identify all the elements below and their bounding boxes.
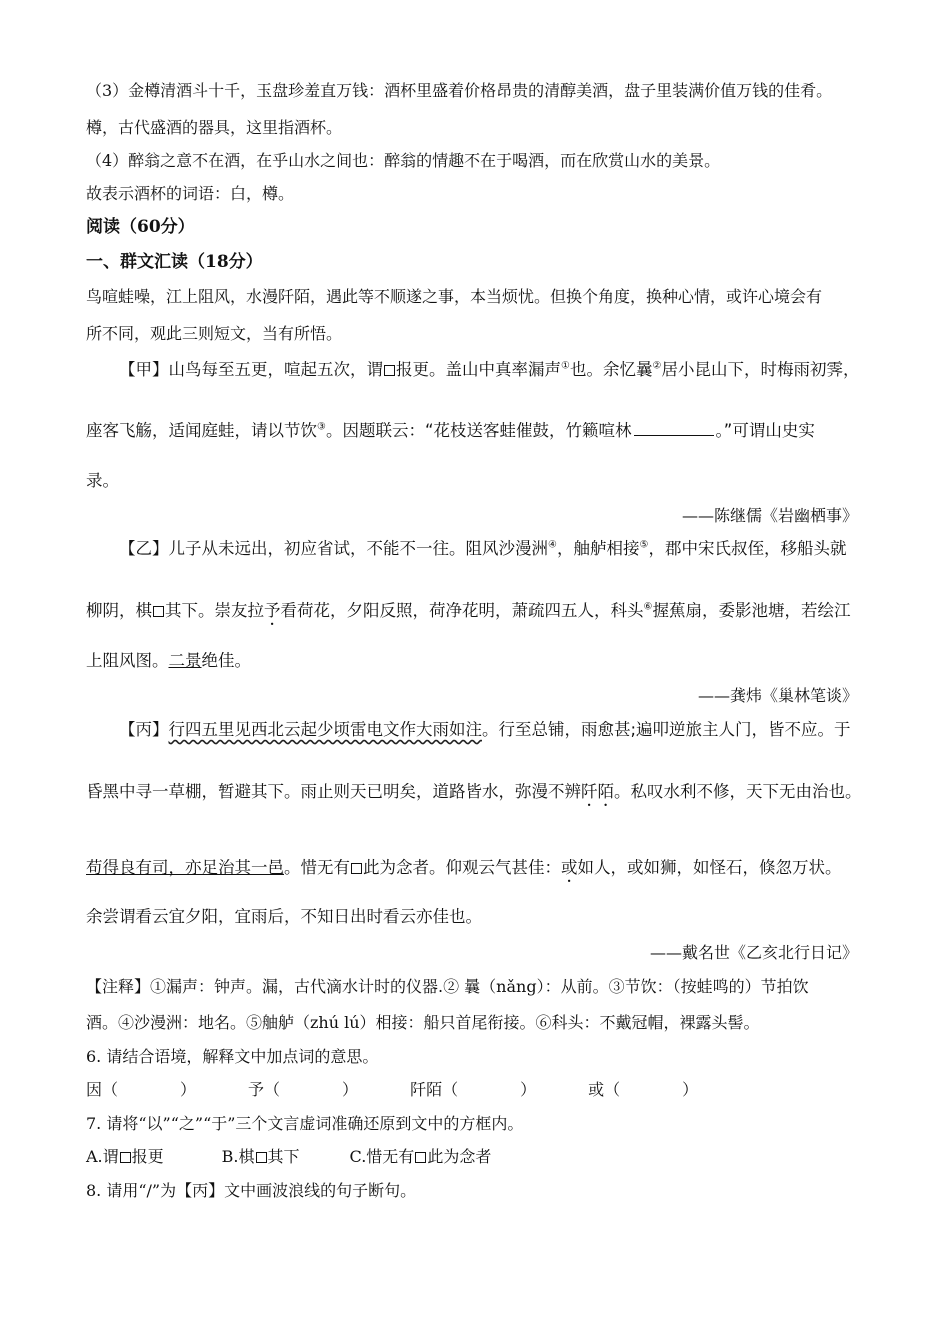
bing-line-1 [119,719,851,741]
notes-line-1: 【注释】①漏声：钟声。漏，古代滴水计时的仪器.② 曩（nǎng）：从前。③节饮：（按蛙鸣的）节拍饮 [86,977,809,996]
dotted-word-yu: 予 [264,601,281,620]
jia-line-2 [86,420,815,442]
yi-line-2 [86,600,850,629]
q7-option-a-rest: 报更 [131,1147,164,1166]
bing-text: 。惜无有 [284,858,350,877]
yi-line-3 [86,650,251,672]
bing-text: 。私叹水利不修，天下无由治也。 [614,782,862,801]
note-marker: ② [652,360,662,372]
q6-item-close: ） [342,1080,359,1099]
question-8: 8. 请用“/”为【丙】文中画波浪线的句子断句。 [86,1181,417,1200]
reading-title: 阅读（60分） [86,217,195,237]
yi-text: ，郡中宋氏叔侄，移船头就 [648,539,847,558]
answer-line-3a: （3）金樽清酒斗十千，玉盘珍羞直万钱：酒杯里盛着价格昂贵的清醇美酒，盘子里装满价值万钱的佳肴。 [86,81,833,100]
q7-option-b-rest: 其下 [267,1147,300,1166]
q6-item-close: ） [682,1080,699,1099]
fill-blank-line [634,421,714,436]
yi-text: 看荷花，夕阳反照，荷净花明，萧疏四五人，科头 [280,601,644,620]
yi-text: 握蕉扇，委影池塘，若绘江 [652,601,851,620]
yi-line-1 [119,538,846,560]
q7-option-c: C.惜无有 [349,1147,415,1166]
note-marker: ⑤ [639,539,649,551]
jia-source: ——陈继儒《岩幽栖事》 [681,506,858,525]
answer-conclusion: 故表示酒杯的词语：白，樽。 [86,184,295,203]
answer-line-4: （4）醉翁之意不在酒，在乎山水之间也：醉翁的情趣不在于喝酒，而在欣赏山水的美景。 [86,151,721,170]
bing-source: ——戴名世《乙亥北行日记》 [649,943,858,962]
question-6-items [86,1079,698,1101]
yi-text: ，舳舻相接 [556,539,640,558]
yi-text: 绝佳。 [201,651,251,670]
question-6: 6. 请结合语境，解释文中加点词的意思。 [86,1047,379,1066]
bing-line-4: 余尝谓看云宜夕阳，宜雨后，不知日出时看云亦佳也。 [86,907,482,926]
yi-text: 上阻风图。 [86,651,169,670]
answer-line-3b: 樽，古代盛酒的器具，这里指酒杯。 [86,118,343,137]
intro-line-b: 所不同，观此三则短文，当有所悟。 [86,324,343,343]
question-7-options [86,1146,491,1168]
part1-title: 一、群文汇读（18分） [86,252,263,272]
bing-line-3 [86,857,842,886]
q6-item-yu: 予（ [248,1080,281,1099]
blank-box-3 [351,863,362,874]
q7-box-a [120,1152,131,1163]
bing-text: 【丙】 [119,720,169,739]
jia-text: 。因题联云：“花枝送客蛙催鼓，竹籁喧林 [325,421,632,440]
note-marker: ⑥ [643,601,653,613]
notes-line-2: 酒。④沙漫洲：地名。⑤舳舻（zhú lú）相接：船只首尾衔接。⑥科头：不戴冠帽，裸露头髻。 [86,1013,760,1032]
q7-option-b: B.棋 [221,1147,255,1166]
bing-text: 此为念者。仰观云气甚佳： [363,858,561,877]
bing-text: 昏黑中寻一草棚，暂避其下。雨止则天已明矣，道路皆水，弥漫不辨 [86,782,581,801]
jia-text: 。”可谓山史实 [715,421,815,440]
yi-text: 柳阴，棋 [86,601,152,620]
blank-box-2 [153,606,164,617]
wavy-underlined-sentence: 行四五里见西北云起少顷雷电文作大雨如注 [168,720,482,739]
q6-item-qianmo: 阡陌（ [410,1080,459,1099]
q7-option-a: A.谓 [86,1147,119,1166]
jia-text: 座客飞觞，适闻庭蛙，请以节饮 [86,421,317,440]
q6-item-close: ） [180,1080,197,1099]
dotted-word-huo: 或 [561,858,578,877]
bing-text: 如人，或如狮，如怪石，倏忽万状。 [577,858,842,877]
q7-box-c [415,1152,426,1163]
underlined-phrase: 二景 [168,651,202,670]
jia-text: 居小昆山下，时梅雨初霁， [661,360,860,379]
jia-line-1 [119,359,859,381]
yi-source: ——龚炜《巢林笔谈》 [697,686,858,705]
q6-item-huo: 或（ [588,1080,621,1099]
note-marker: ③ [317,421,326,433]
dotted-word-qianmo: 阡陌 [581,782,614,801]
yi-text: 其下。崇友拉 [165,601,264,620]
jia-line-3: 录。 [86,471,119,490]
note-marker: ① [561,360,570,372]
bing-line-2 [86,781,862,810]
q6-item-close: ） [520,1080,537,1099]
intro-line-a: 鸟喧蛙噪，江上阻风，水漫阡陌，遇此等不顺遂之事，本当烦忧。但换个角度，换种心情，或许心境会有 [86,287,823,306]
jia-text: 报更。盖山中真率漏声 [396,360,561,379]
q7-option-c-rest: 此为念者 [427,1147,492,1166]
q7-box-b [256,1152,267,1163]
jia-text: 【甲】山鸟每至五更，喧起五次，谓 [119,360,383,379]
underlined-sentence: 苟得良有司，亦足治其一邑 [86,858,284,877]
bing-text: 。行至总铺，雨愈甚;遍叩逆旅主人门，皆不应。于 [482,720,851,739]
note-marker: ④ [548,539,557,551]
question-7: 7. 请将“以”“之”“于”三个文言虚词准确还原到文中的方框内。 [86,1114,524,1133]
yi-text: 【乙】儿子从未远出，初应省试，不能不一往。阻风沙漫洲 [119,539,548,558]
blank-box-1 [384,365,395,376]
q6-item-yin: 因（ [86,1080,119,1099]
jia-text: 也。余忆曩 [569,360,653,379]
